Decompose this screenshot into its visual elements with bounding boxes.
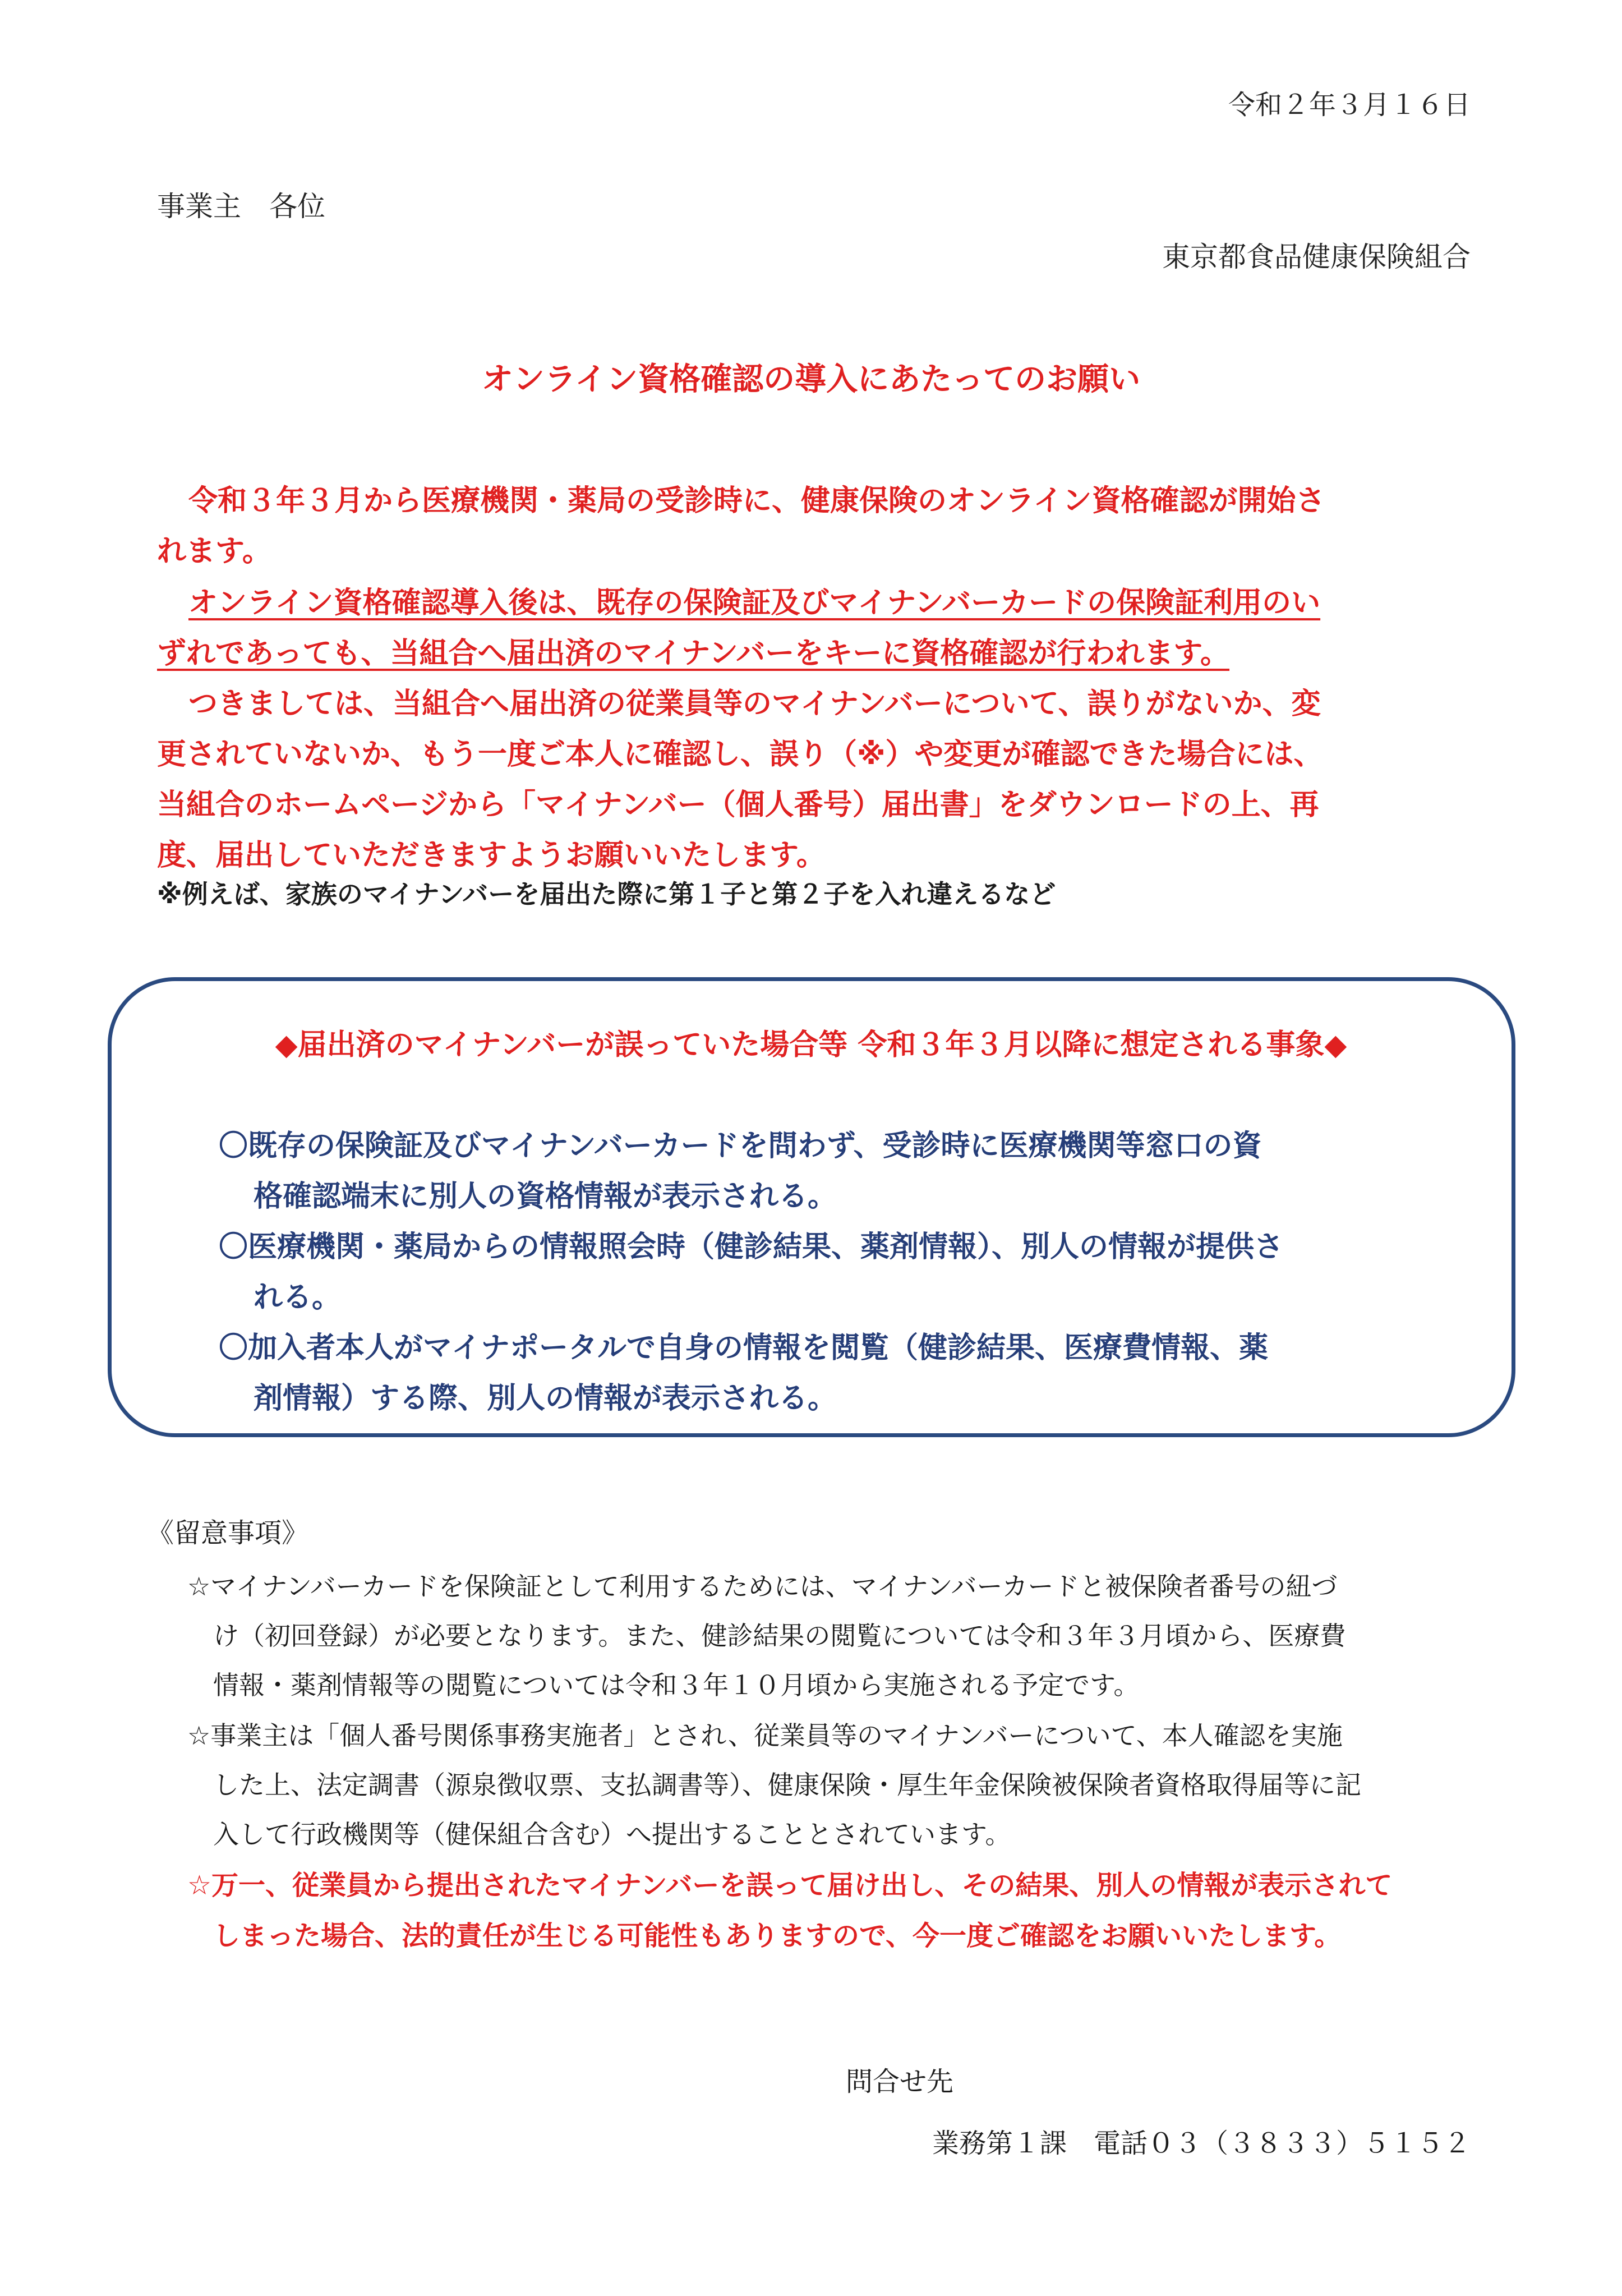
note-1-line-1: ☆マイナンバーカードを保険証として利用するためには、マイナンバーカードと被保険者番号の紐づ xyxy=(187,1571,1338,1602)
body-paragraph-2-line-1: オンライン資格確認導入後は、既存の保険証及びマイナンバーカードの保険証利用のい xyxy=(188,586,1321,620)
note-2-line-1: ☆事業主は「個人番号関係事務実施者」とされ、従業員等のマイナンバーについて、本人確認を実施 xyxy=(187,1720,1343,1751)
warning-item-2-line-2: れる。 xyxy=(254,1281,342,1314)
note-1-line-3: 情報・薬剤情報等の閲覧については令和３年１０月頃から実施される予定です。 xyxy=(213,1670,1140,1700)
document-title: オンライン資格確認の導入にあたってのお願い xyxy=(481,361,1141,398)
warning-item-3-line-2: 剤情報）する際、別人の情報が表示される。 xyxy=(254,1382,837,1415)
notes-heading: 《留意事項》 xyxy=(147,1517,309,1549)
warning-item-1-line-2: 格確認端末に別人の資格情報が表示される。 xyxy=(254,1180,837,1213)
body-paragraph-1-line-2: れます。 xyxy=(157,535,271,568)
note-1-line-2: け（初回登録）が必要となります。また、健診結果の閲覧については令和３年３月頃から、医療費 xyxy=(213,1621,1346,1651)
warning-item-1-line-1: 〇既存の保険証及びマイナンバーカードを問わず、受診時に医療機関等窓口の資 xyxy=(219,1129,1262,1163)
sender-organization: 東京都食品健康保険組合 xyxy=(1162,241,1471,273)
contact-info: 業務第１課 電話０３（３８３３）５１５２ xyxy=(932,2128,1471,2159)
note-3-line-2: しまった場合、法的責任が生じる可能性もありますので、今一度ご確認をお願いいたします。 xyxy=(213,1920,1342,1952)
note-2-line-3: 入して行政機関等（健保組合含む）へ提出することとされています。 xyxy=(213,1819,1011,1849)
body-paragraph-3-line-2: 更されていないか、もう一度ご本人に確認し、誤り（※）や変更が確認できた場合には、 xyxy=(157,738,1323,771)
warning-box-title: ◆届出済のマイナンバーが誤っていた場合等 令和３年３月以降に想定される事象◆ xyxy=(275,1028,1347,1062)
contact-label: 問合せ先 xyxy=(846,2066,954,2097)
body-paragraph-3-line-1: つきましては、当組合へ届出済の従業員等のマイナンバーについて、誤りがないか、変 xyxy=(188,687,1321,721)
document-date: 令和２年３月１６日 xyxy=(1228,89,1471,121)
body-paragraph-1-line-1: 令和３年３月から医療機関・薬局の受診時に、健康保険のオンライン資格確認が開始さ xyxy=(188,484,1325,518)
body-paragraph-3-line-3: 当組合のホームページから「マイナンバー（個人番号）届出書」をダウンロードの上、再 xyxy=(157,788,1319,822)
note-2-line-2: した上、法定調書（源泉徴収票、支払調書等）、健康保険・厚生年金保険被保険者資格取得届等に記 xyxy=(213,1770,1361,1800)
warning-item-2-line-1: 〇医療機関・薬局からの情報照会時（健診結果、薬剤情報）、別人の情報が提供さ xyxy=(219,1230,1284,1264)
note-3-line-1: ☆万一、従業員から提出されたマイナンバーを誤って届け出し、その結果、別人の情報が表示されて xyxy=(187,1870,1393,1901)
addressee: 事業主 各位 xyxy=(157,190,325,223)
warning-item-3-line-1: 〇加入者本人がマイナポータルで自身の情報を閲覧（健診結果、医療費情報、薬 xyxy=(219,1331,1268,1365)
footnote: ※例えば、家族のマイナンバーを届出た際に第１子と第２子を入れ違えるなど xyxy=(157,879,1056,909)
body-paragraph-2-line-2: ずれであっても、当組合へ届出済のマイナンバーをキーに資格確認が行われます。 xyxy=(157,637,1230,670)
body-paragraph-3-line-4: 度、届出していただきますようお願いいたします。 xyxy=(157,839,826,872)
